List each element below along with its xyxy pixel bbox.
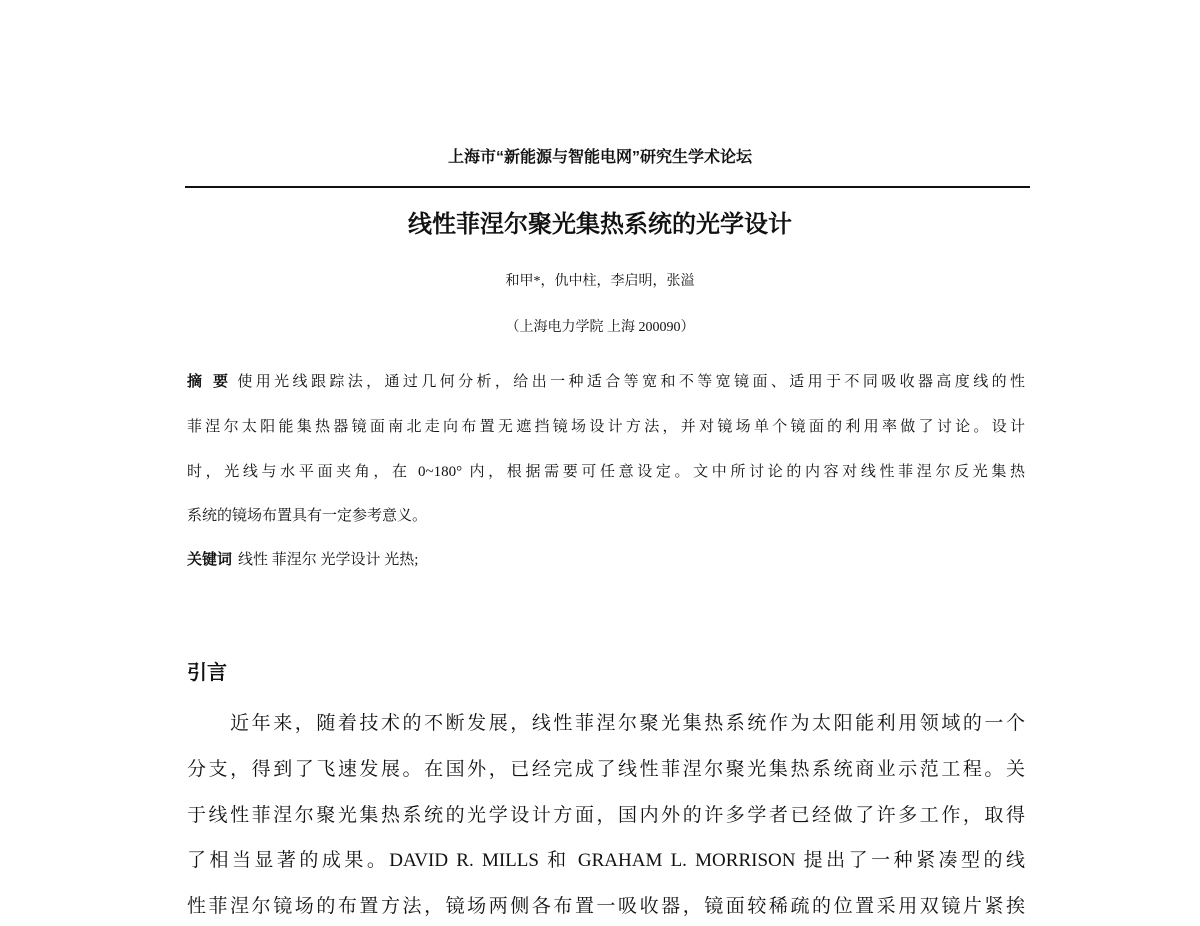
body-line: 性菲涅尔镜场的布置方法，镜场两侧各布置一吸收器，镜面较稀疏的位置采用双镜片紧挨 [187,896,1025,917]
body-line: 近年来，随着技术的不断发展，线性菲涅尔聚光集热系统作为太阳能利用领域的一个 [187,713,1025,734]
keywords [187,548,1025,569]
section-heading: 引言 [187,662,227,684]
body-line: 于线性菲涅尔聚光集热系统的光学设计方面，国内外的许多学者已经做了许多工作，取得 [187,805,1025,826]
body-line: 分支，得到了飞速发展。在国外，已经完成了线性菲涅尔聚光集热系统商业示范工程。关 [187,759,1025,780]
header-rule [185,186,1030,188]
keywords-label: 关键词 [187,551,233,568]
abstract-line: 摘 要 使用光线跟踪法，通过几何分析，给出一种适合等宽和不等宽镜面、适用于不同吸收器高度线的性 [187,373,1025,390]
abstract-line: 菲涅尔太阳能集热器镜面南北走向布置无遮挡镜场设计方法，并对镜场单个镜面的利用率做了讨论。设计 [187,419,1025,435]
authors: 和甲*，仇中柱，李启明，张溢 [505,274,695,289]
body-line: 了相当显著的成果。DAVID R. MILLS 和 GRAHAM L. MORRISON 提出了一种紧凑型的线 [187,850,1025,871]
abstract-line: 系统的镜场布置具有一定参考意义。 [187,508,428,524]
running-header: 上海市“新能源与智能电网”研究生学术论坛 [447,149,752,166]
abstract-label: 摘 要 [187,373,232,390]
abstract-line: 时，光线与水平面夹角，在 0~180° 内，根据需要可任意设定。文中所讨论的内容对线性菲涅尔反光集热 [187,464,1025,480]
paper-title: 线性菲涅尔聚光集热系统的光学设计 [408,211,792,238]
affiliation: （上海电力学院 上海 200090） [505,320,695,335]
keywords-text: 线性 菲涅尔 光学设计 光热; [238,552,419,568]
